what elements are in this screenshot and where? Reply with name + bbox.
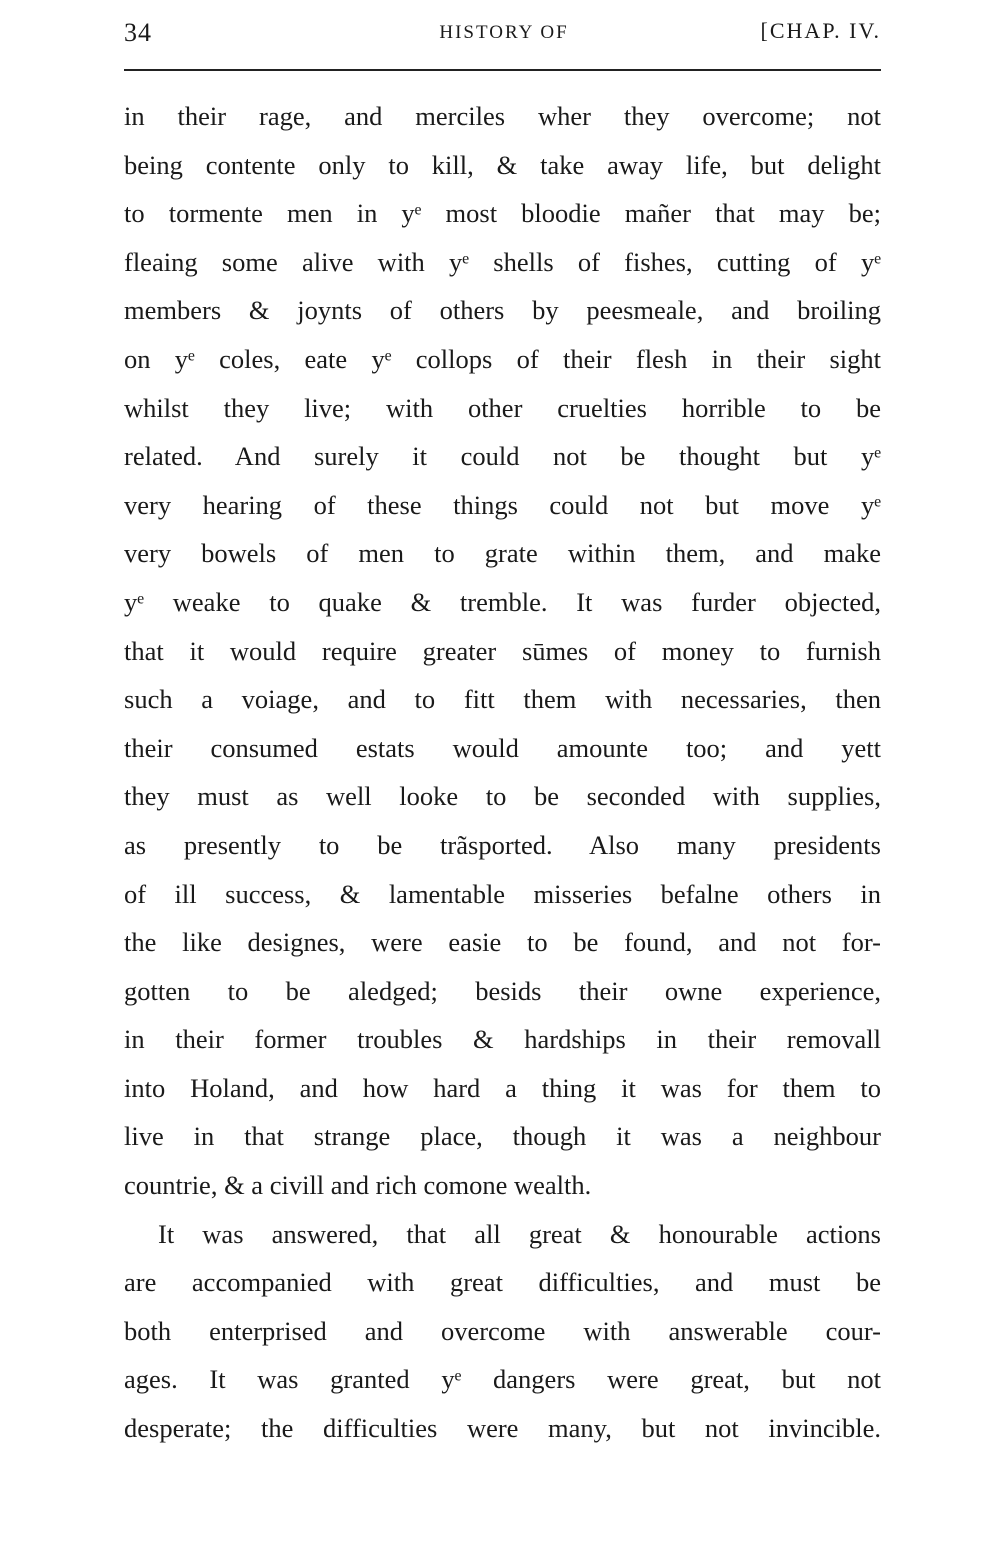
text-line: related. And surely it could not be thought but yᵉ — [124, 441, 881, 472]
running-title: HISTORY OF — [439, 22, 569, 43]
text-line: both enterprised and overcome with answerable cour- — [124, 1315, 881, 1346]
text-line: into Holand, and how hard a thing it was for them to — [124, 1072, 881, 1103]
text-line: fleaing some alive with yᵉ shells of fishes, cutting of yᵉ — [124, 246, 881, 277]
text-line: very bowels of men to grate within them, and make — [124, 538, 881, 569]
text-line: the like designes, were easie to be found, and not for- — [124, 927, 881, 958]
text-line: very hearing of these things could not but move yᵉ — [124, 489, 881, 520]
page-number: 34 — [124, 18, 152, 47]
text-line: live in that strange place, though it was a neighbour — [124, 1121, 881, 1152]
text-line: their consumed estats would amounte too; and yett — [124, 732, 881, 763]
paragraph-1 — [124, 92, 881, 1210]
text-line: members & joynts of others by peesmeale, and broiling — [124, 295, 881, 326]
text-line: whilst they live; with other cruelties horrible to be — [124, 392, 881, 423]
text-line: desperate; the difficulties were many, but not invincible. — [124, 1413, 881, 1444]
text-line: that it would require greater sūmes of money to furnish — [124, 635, 881, 666]
text-line: as presently to be trãsported. Also many presidents — [124, 829, 881, 860]
text-line: such a voiage, and to fitt them with necessaries, then — [124, 684, 881, 715]
running-head — [124, 18, 881, 54]
text-line: are accompanied with great difficulties, and must be — [124, 1267, 881, 1298]
text-line: being contente only to kill, & take away life, but delight — [124, 149, 881, 180]
text-line: ages. It was granted yᵉ dangers were great, but not — [124, 1364, 881, 1395]
text-line: It was answered, that all great & honourable actions — [158, 1218, 881, 1249]
text-line: in their former troubles & hardships in their removall — [124, 1024, 881, 1055]
text-line: countrie, & a civill and rich comone wealth. — [124, 1170, 592, 1201]
text-line: on yᵉ coles, eate yᵉ collops of their flesh in their sight — [124, 343, 881, 374]
chapter-reference: [CHAP. IV. — [760, 18, 881, 43]
text-line: they must as well looke to be seconded with supplies, — [124, 781, 881, 812]
header-rule — [124, 69, 881, 71]
paragraph-2 — [124, 1210, 881, 1453]
body-text — [124, 92, 881, 1453]
text-line: gotten to be aledged; besids their owne experience, — [124, 975, 881, 1006]
text-line: to tormente men in yᵉ most bloodie mañer that may be; — [124, 198, 881, 229]
text-line: of ill success, & lamentable misseries befalne others in — [124, 878, 881, 909]
text-line: yᵉ weake to quake & tremble. It was furder objected, — [124, 586, 881, 617]
text-line: in their rage, and merciles wher they overcome; not — [124, 101, 881, 131]
